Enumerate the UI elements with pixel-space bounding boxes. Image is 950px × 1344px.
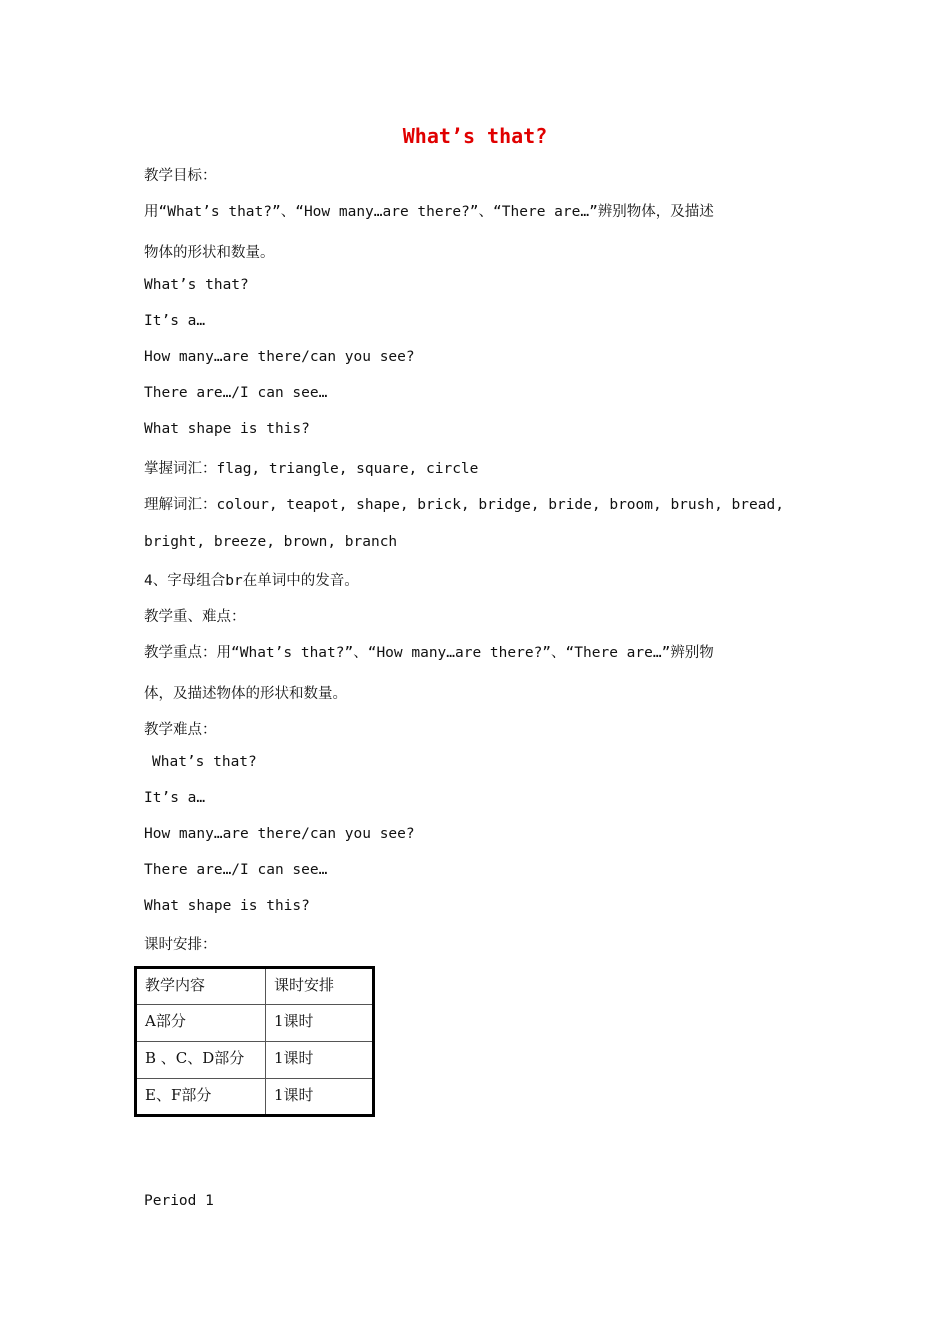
section-heading-key-points: 教学重、难点：	[144, 609, 246, 625]
vocabulary-mastery: 掌握词汇：flag, triangle, square, circle	[144, 461, 479, 477]
table-row	[136, 1079, 374, 1116]
vocabulary-understanding-line-2: bright, breeze, brown, branch	[144, 534, 398, 550]
sentence-pattern: How many…are there/can you see?	[144, 349, 415, 365]
table-header-row	[136, 968, 374, 1005]
table-row	[136, 1042, 374, 1079]
phonics-objective: 4、字母组合br在单词中的发音。	[144, 573, 359, 589]
table-cell: E、F部分	[136, 1079, 266, 1116]
sentence-pattern: What shape is this?	[144, 898, 310, 914]
table-cell: B 、C、D部分	[136, 1042, 266, 1079]
table-header-cell: 教学内容	[136, 968, 266, 1005]
page-title: What’s that?	[402, 124, 548, 148]
period-heading: Period 1	[144, 1193, 214, 1209]
sentence-pattern: There are…/I can see…	[144, 385, 328, 401]
key-points-text-line-1: 教学重点：用“What’s that?”、“How many…are there?”、“There are…”辨别物	[144, 645, 714, 661]
section-heading-objectives: 教学目标：	[144, 168, 217, 184]
sentence-pattern: What’s that?	[152, 754, 257, 770]
sentence-pattern: How many…are there/can you see?	[144, 826, 415, 842]
sentence-pattern: It’s a…	[144, 313, 206, 329]
section-heading-schedule: 课时安排：	[144, 937, 217, 953]
table-cell: 1课时	[266, 1042, 374, 1079]
sentence-pattern: There are…/I can see…	[144, 862, 328, 878]
section-heading-difficulties: 教学难点：	[144, 722, 217, 738]
key-points-text-line-2: 体，及描述物体的形状和数量。	[144, 686, 347, 702]
objectives-text-line-2: 物体的形状和数量。	[144, 245, 275, 261]
table-cell: 1课时	[266, 1079, 374, 1116]
objectives-text-line-1: 用“What’s that?”、“How many…are there?”、“There are…”辨别物体，及描述	[144, 204, 714, 220]
table-cell: 1课时	[266, 1005, 374, 1042]
vocabulary-understanding-line-1: 理解词汇：colour, teapot, shape, brick, bridge, bride, broom, brush, bread,	[144, 497, 784, 513]
sentence-pattern: What shape is this?	[144, 421, 310, 437]
sentence-pattern: It’s a…	[144, 790, 206, 806]
table-cell: A部分	[136, 1005, 266, 1042]
schedule-table	[134, 966, 375, 1117]
table-header-cell: 课时安排	[266, 968, 374, 1005]
table-row	[136, 1005, 374, 1042]
sentence-pattern: What’s that?	[144, 277, 249, 293]
